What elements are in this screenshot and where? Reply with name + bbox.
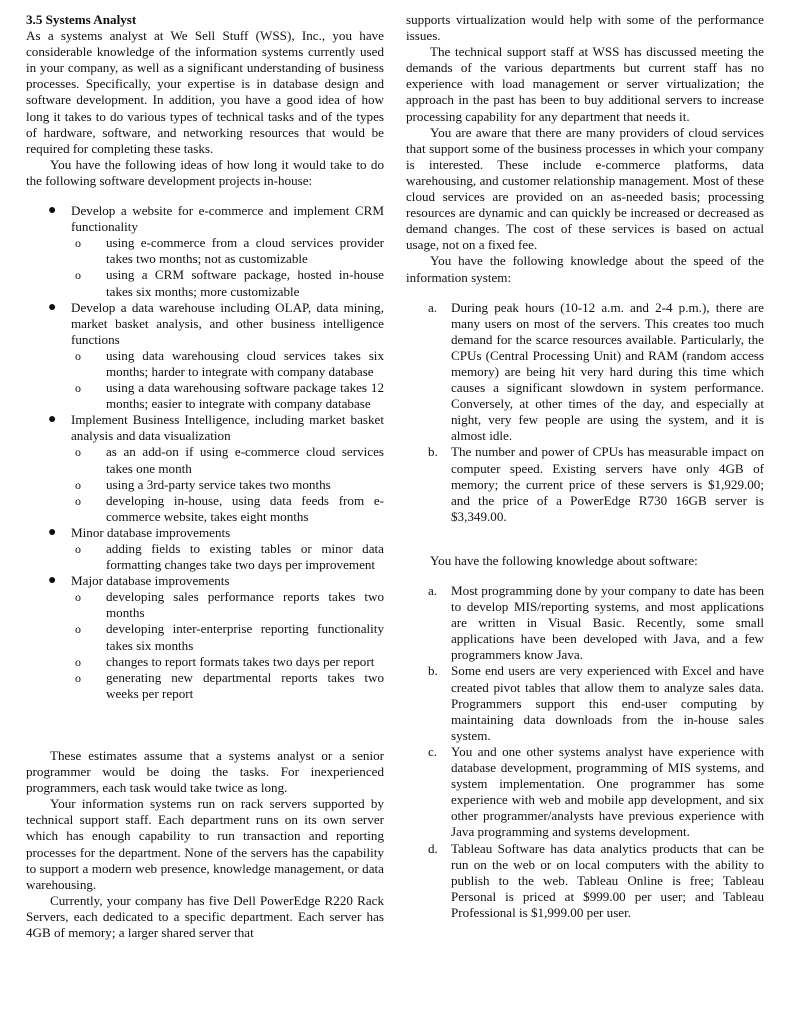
- software-lead-paragraph: You have the following knowledge about software:: [430, 552, 698, 568]
- continuation-paragraph: supports virtualization would help with some of the performance issues.: [406, 12, 764, 44]
- intro-paragraph: As a systems analyst at We Sell Stuff (WSS), Inc., you have considerable knowledge of the information systems currently used in your company, as well as a significant understanding of business processes. Specifically, your expertise is in database design and software development. In addition, you have a good idea of how long it takes to do various types of technical tasks and of the types of hardware, software, and networking resources that would be required for completing these tasks.: [26, 28, 384, 156]
- project-option-text: as an add-on if using e-commerce cloud services takes one month: [106, 444, 384, 476]
- bullet-icon: ●: [48, 524, 57, 540]
- software-item: [406, 663, 764, 743]
- software-item: [406, 841, 764, 921]
- circle-bullet-icon: o: [75, 445, 81, 460]
- project-item: [26, 412, 384, 525]
- speed-item: [406, 444, 764, 524]
- circle-bullet-icon: o: [75, 348, 81, 363]
- project-option: [71, 589, 384, 621]
- circle-bullet-icon: o: [75, 590, 81, 605]
- left-column: [26, 12, 384, 941]
- project-option-text: changes to report formats takes two days per report: [106, 653, 375, 669]
- circle-bullet-icon: o: [75, 477, 81, 492]
- project-sublist: [71, 235, 384, 299]
- circle-bullet-icon: o: [75, 236, 81, 251]
- circle-bullet-icon: o: [75, 493, 81, 508]
- servers-paragraph: Your information systems run on rack servers supported by technical support staff. Each department runs on its own server which has enough capability to run transaction and reporting processes for the department. None of the servers has the capability to support a modern web presence, knowledge management, or data warehousing.: [26, 796, 384, 892]
- software-item-text: Some end users are very experienced with Excel and have created pivot tables that allow them to analyze sales data. Programmers support this end-user computing by maintaining data downloads from the in-house sales system.: [451, 663, 764, 743]
- project-option: [71, 654, 384, 670]
- project-option-text: using a data warehousing software package takes 12 months; easier to integrate with company database: [106, 380, 384, 412]
- project-option: [71, 380, 384, 412]
- bullet-icon: ●: [48, 299, 57, 315]
- circle-bullet-icon: o: [75, 268, 81, 283]
- bullet-icon: ●: [48, 412, 57, 428]
- circle-bullet-icon: o: [75, 654, 81, 669]
- project-option-text: using a 3rd-party service takes two months: [106, 476, 331, 492]
- speed-item-text: During peak hours (10-12 a.m. and 2-4 p.m.), there are many users on most of the servers. This creates too much demand for the scarce resources available. Particularly, the CPUs (Central Processing Unit) and RAM (random access memory) are being hit very hard during this time which causes a significant slowdown in system performance. Conversely, at other times of the day, and especially at night, very few people are using the system, and it is almost idle.: [451, 299, 764, 444]
- list-marker: d.: [428, 840, 438, 856]
- circle-bullet-icon: o: [75, 670, 81, 685]
- project-label: Implement Business Intelligence, including market basket analysis and data visualization: [71, 412, 384, 444]
- list-marker: a.: [428, 299, 438, 315]
- project-option: [71, 541, 384, 573]
- project-option: [71, 477, 384, 493]
- software-item-text: Tableau Software has data analytics products that can be run on the web or on local computers with the ability to publish to the web. Tableau Online is free; Tableau Personal is priced at $999.00 per user; and Tableau Professional is $1,999.00 per user.: [451, 840, 764, 920]
- circle-bullet-icon: o: [75, 381, 81, 396]
- project-item: [26, 300, 384, 413]
- circle-bullet-icon: o: [75, 542, 81, 556]
- project-option-text: developing inter-enterprise reporting functionality takes six months: [106, 621, 384, 653]
- project-label: Develop a data warehouse including OLAP, data mining, market basket analysis, and other business intelligence functions: [71, 299, 384, 347]
- project-option: [71, 670, 384, 702]
- project-option: [71, 621, 384, 653]
- right-column: [406, 12, 764, 921]
- currently-paragraph: Currently, your company has five Dell PowerEdge R220 Rack Servers, each dedicated to a specific department. Each server has 4GB of memory; a larger shared server that: [26, 892, 384, 940]
- list-marker: c.: [428, 743, 438, 759]
- project-item: [26, 203, 384, 300]
- cloud-paragraph: You are aware that there are many providers of cloud services that support some of the business processes in which your company is interested. These include e-commerce platforms, data warehousing, and customer relationship management. Most of these cloud services are provided on an as-needed basis; processing resources are dynamic and can quickly be increased or decreased as demand changes. The cost of these services is based on actual usage, not on a fixed fee.: [406, 124, 764, 253]
- project-option: [71, 267, 384, 299]
- project-label: Major database improvements: [71, 573, 230, 589]
- speed-list: [406, 300, 764, 525]
- bullet-icon: ●: [48, 573, 57, 589]
- software-item: [406, 744, 764, 841]
- project-option: [71, 493, 384, 525]
- section-title: 3.5 Systems Analyst: [26, 12, 137, 27]
- project-option-text: using a CRM software package, hosted in-house takes six months; more customizable: [106, 267, 384, 299]
- project-item: [26, 573, 384, 702]
- list-marker: a.: [428, 583, 438, 598]
- estimates-paragraph: These estimates assume that a systems analyst or a senior programmer would be doing the tasks. For inexperienced programmers, each task would take twice as long.: [26, 747, 384, 796]
- project-option-text: using data warehousing cloud services takes six months; harder to integrate with company database: [106, 347, 384, 379]
- software-item-text: Most programming done by your company to date has been to develop MIS/reporting systems, and most applications are written in Visual Basic. Recently, some small applications have been developed with Java, and a few programmers know Java.: [451, 583, 764, 663]
- software-list: [406, 583, 764, 921]
- project-item: [26, 525, 384, 573]
- bullet-icon: ●: [48, 203, 57, 219]
- list-marker: b.: [428, 444, 438, 460]
- project-label: Develop a website for e-commerce and implement CRM functionality: [71, 203, 384, 235]
- project-sublist: [71, 589, 384, 702]
- project-option-text: using e-commerce from a cloud services provider takes two months; not as customizable: [106, 235, 384, 267]
- project-option: [71, 348, 384, 380]
- speed-lead-paragraph: You have the following knowledge about the speed of the information system:: [406, 253, 764, 285]
- list-marker: b.: [428, 663, 438, 679]
- project-option: [71, 235, 384, 267]
- project-sublist: [71, 444, 384, 524]
- speed-item: [406, 300, 764, 445]
- project-sublist: [71, 348, 384, 412]
- project-label: Minor database improvements: [71, 524, 231, 540]
- software-item: [406, 583, 764, 663]
- project-option-text: developing in-house, using data feeds from e-commerce website, takes eight months: [106, 492, 384, 524]
- project-option-text: developing sales performance reports takes two months: [106, 589, 384, 621]
- project-list: [26, 203, 384, 702]
- ideas-lead-paragraph: You have the following ideas of how long it would take to do the following software development projects in-house:: [26, 156, 384, 188]
- project-sublist: [71, 541, 384, 573]
- circle-bullet-icon: o: [75, 622, 81, 637]
- speed-item-text: The number and power of CPUs has measurable impact on computer speed. Existing servers have only 4GB of memory; the current price of these servers is $1,929.00; and the price of a PowerEdge R730 16GB server is $3,349.00.: [451, 444, 764, 524]
- project-option: [71, 444, 384, 476]
- tech-support-paragraph: The technical support staff at WSS has discussed meeting the demands of the various departments but current staff has no experience with load management or server virtualization; the approach in the past has been to buy additional servers to increase processing capability for any department that needs it.: [406, 44, 764, 124]
- project-option-text: adding fields to existing tables or minor data formatting changes take two days per improvement: [106, 541, 384, 573]
- project-option-text: generating new departmental reports takes two weeks per report: [106, 669, 384, 701]
- software-item-text: You and one other systems analyst have experience with database development, programming of MIS systems, and system implementation. One programmer has some experience with web and mobile app development, and six other programmer/analysts have previous experience with Java programming and systems development.: [451, 743, 764, 840]
